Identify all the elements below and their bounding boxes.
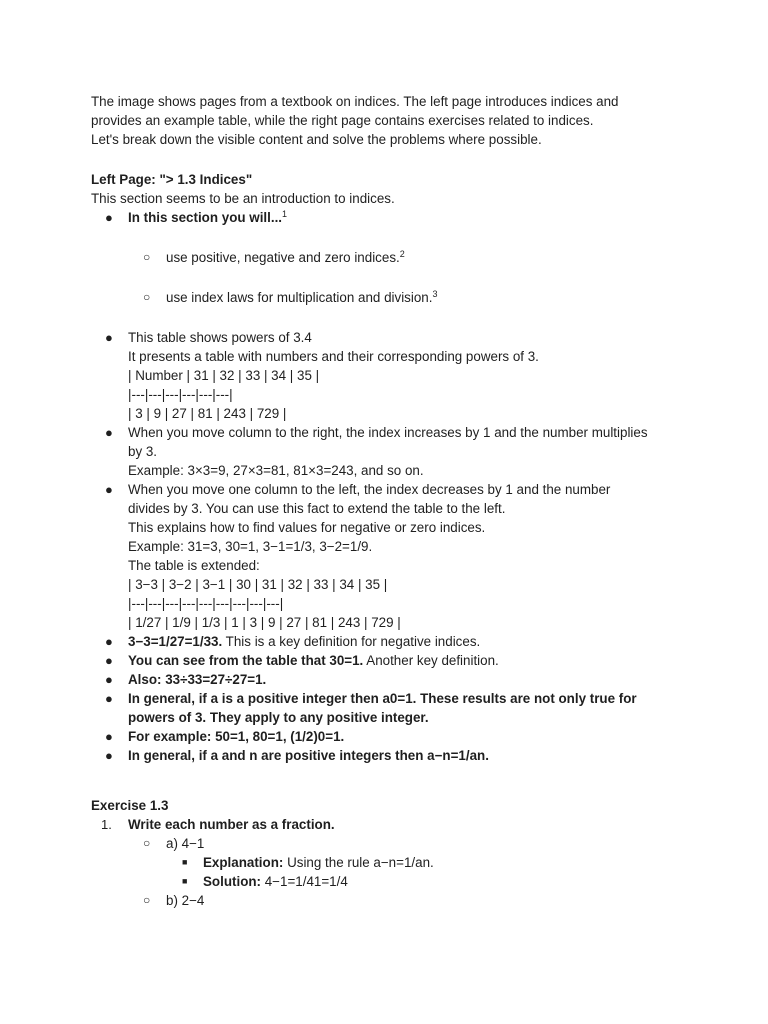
table-row: |---|---|---|---|---|---| (128, 387, 233, 402)
section-subheading: This section seems to be an introduction to indices. (91, 191, 395, 206)
footnote-ref: 3 (432, 289, 438, 299)
list-item (91, 746, 691, 765)
list-item (91, 632, 691, 651)
hollow-bullet-icon: ○ (143, 290, 151, 304)
bullet-icon: ● (105, 425, 113, 440)
intro-line: provides an example table, while the right page contains exercises related to indices. (91, 113, 594, 128)
list-item-text: It presents a table with numbers and their corresponding powers of 3. (128, 349, 539, 364)
answer-label: Solution: (203, 874, 262, 889)
list-item (91, 208, 691, 227)
list-item-text: You can see from the table that 30=1. (128, 653, 364, 668)
list-item (91, 689, 691, 727)
table-row: | 3 | 9 | 27 | 81 | 243 | 729 | (128, 406, 287, 421)
list-item-text: This table shows powers of 3.4 (128, 330, 312, 345)
list-item-text: In general, if a is a positive integer then a0=1. These results are not only true for (128, 691, 637, 706)
list-item-text: This explains how to find values for negative or zero indices. (128, 520, 486, 535)
bullet-icon: ● (105, 210, 113, 225)
list-item (91, 651, 691, 670)
question-item (91, 815, 691, 834)
answer-item (91, 872, 691, 891)
list-item-text: 3−3=1/27=1/33. (128, 634, 223, 649)
list-item (91, 727, 691, 746)
left-page-section (91, 170, 691, 765)
bullet-icon: ● (105, 330, 113, 345)
list-item-text: This is a key definition for negative indices. (222, 634, 481, 649)
list-item (91, 480, 691, 632)
list-item-text: In this section you will... (128, 210, 283, 225)
square-bullet-icon: ■ (182, 857, 188, 867)
table-row: | 1/27 | 1/9 | 1/3 | 1 | 3 | 9 | 27 | 81 | 243 | 729 | (128, 615, 401, 630)
list-item-text: When you move one column to the left, the index decreases by 1 and the number (128, 482, 611, 497)
table-row: | Number | 31 | 32 | 33 | 34 | 35 | (128, 368, 320, 383)
question-text: Write each number as a fraction. (128, 817, 335, 832)
bullet-icon: ● (105, 748, 113, 763)
list-item-text: by 3. (128, 444, 158, 459)
list-item (91, 248, 691, 267)
list-item (91, 328, 691, 423)
answer-text: Using the rule a−n=1/an. (283, 855, 434, 870)
sub-question-label: a) 4−1 (166, 836, 205, 851)
list-item-text: use positive, negative and zero indices. (166, 250, 400, 265)
square-bullet-icon: ■ (182, 876, 188, 886)
list-item-text: Another key definition. (363, 653, 499, 668)
bullet-icon: ● (105, 653, 113, 668)
bullet-icon: ● (105, 634, 113, 649)
list-item (91, 670, 691, 689)
bullet-icon: ● (105, 729, 113, 744)
list-item-text: In general, if a and n are positive integers then a−n=1/an. (128, 748, 489, 763)
table-row: | 3−3 | 3−2 | 3−1 | 30 | 31 | 32 | 33 | 34 | 35 | (128, 577, 388, 592)
sub-question (91, 891, 691, 910)
question-number: 1. (101, 817, 112, 832)
list-item-text: Example: 3×3=9, 27×3=81, 81×3=243, and so on. (128, 463, 424, 478)
hollow-bullet-icon: ○ (143, 250, 151, 264)
list-item (91, 288, 691, 307)
intro-paragraph (91, 92, 691, 149)
hollow-bullet-icon: ○ (143, 836, 151, 850)
list-item-text: Also: 33÷33=27÷27=1. (128, 672, 267, 687)
list-item-text: The table is extended: (128, 558, 260, 573)
answer-item (91, 853, 691, 872)
list-item-text: powers of 3. They apply to any positive integer. (128, 710, 429, 725)
table-row: |---|---|---|---|---|---|---|---|---| (128, 596, 284, 611)
intro-line: The image shows pages from a textbook on indices. The left page introduces indices and (91, 94, 619, 109)
section-heading: Left Page: "> 1.3 Indices" (91, 172, 253, 187)
sub-question (91, 834, 691, 853)
footnote-ref: 2 (399, 249, 405, 259)
list-item-text: When you move column to the right, the index increases by 1 and the number multiplies (128, 425, 648, 440)
sub-question-label: b) 2−4 (166, 893, 205, 908)
list-item-text: divides by 3. You can use this fact to extend the table to the left. (128, 501, 506, 516)
hollow-bullet-icon: ○ (143, 893, 151, 907)
exercise-section (91, 796, 691, 910)
list-item-text: Example: 31=3, 30=1, 3−1=1/3, 3−2=1/9. (128, 539, 373, 554)
exercise-title: Exercise 1.3 (91, 798, 169, 813)
list-item (91, 423, 691, 480)
bullet-icon: ● (105, 482, 113, 497)
intro-line: Let's break down the visible content and solve the problems where possible. (91, 132, 542, 147)
answer-text: 4−1=1/41=1/4 (261, 874, 348, 889)
footnote-ref: 1 (282, 209, 288, 219)
list-item-text: use index laws for multiplication and division. (166, 290, 433, 305)
list-item-text: For example: 50=1, 80=1, (1/2)0=1. (128, 729, 345, 744)
answer-label: Explanation: (203, 855, 284, 870)
bullet-icon: ● (105, 672, 113, 687)
bullet-icon: ● (105, 691, 113, 706)
